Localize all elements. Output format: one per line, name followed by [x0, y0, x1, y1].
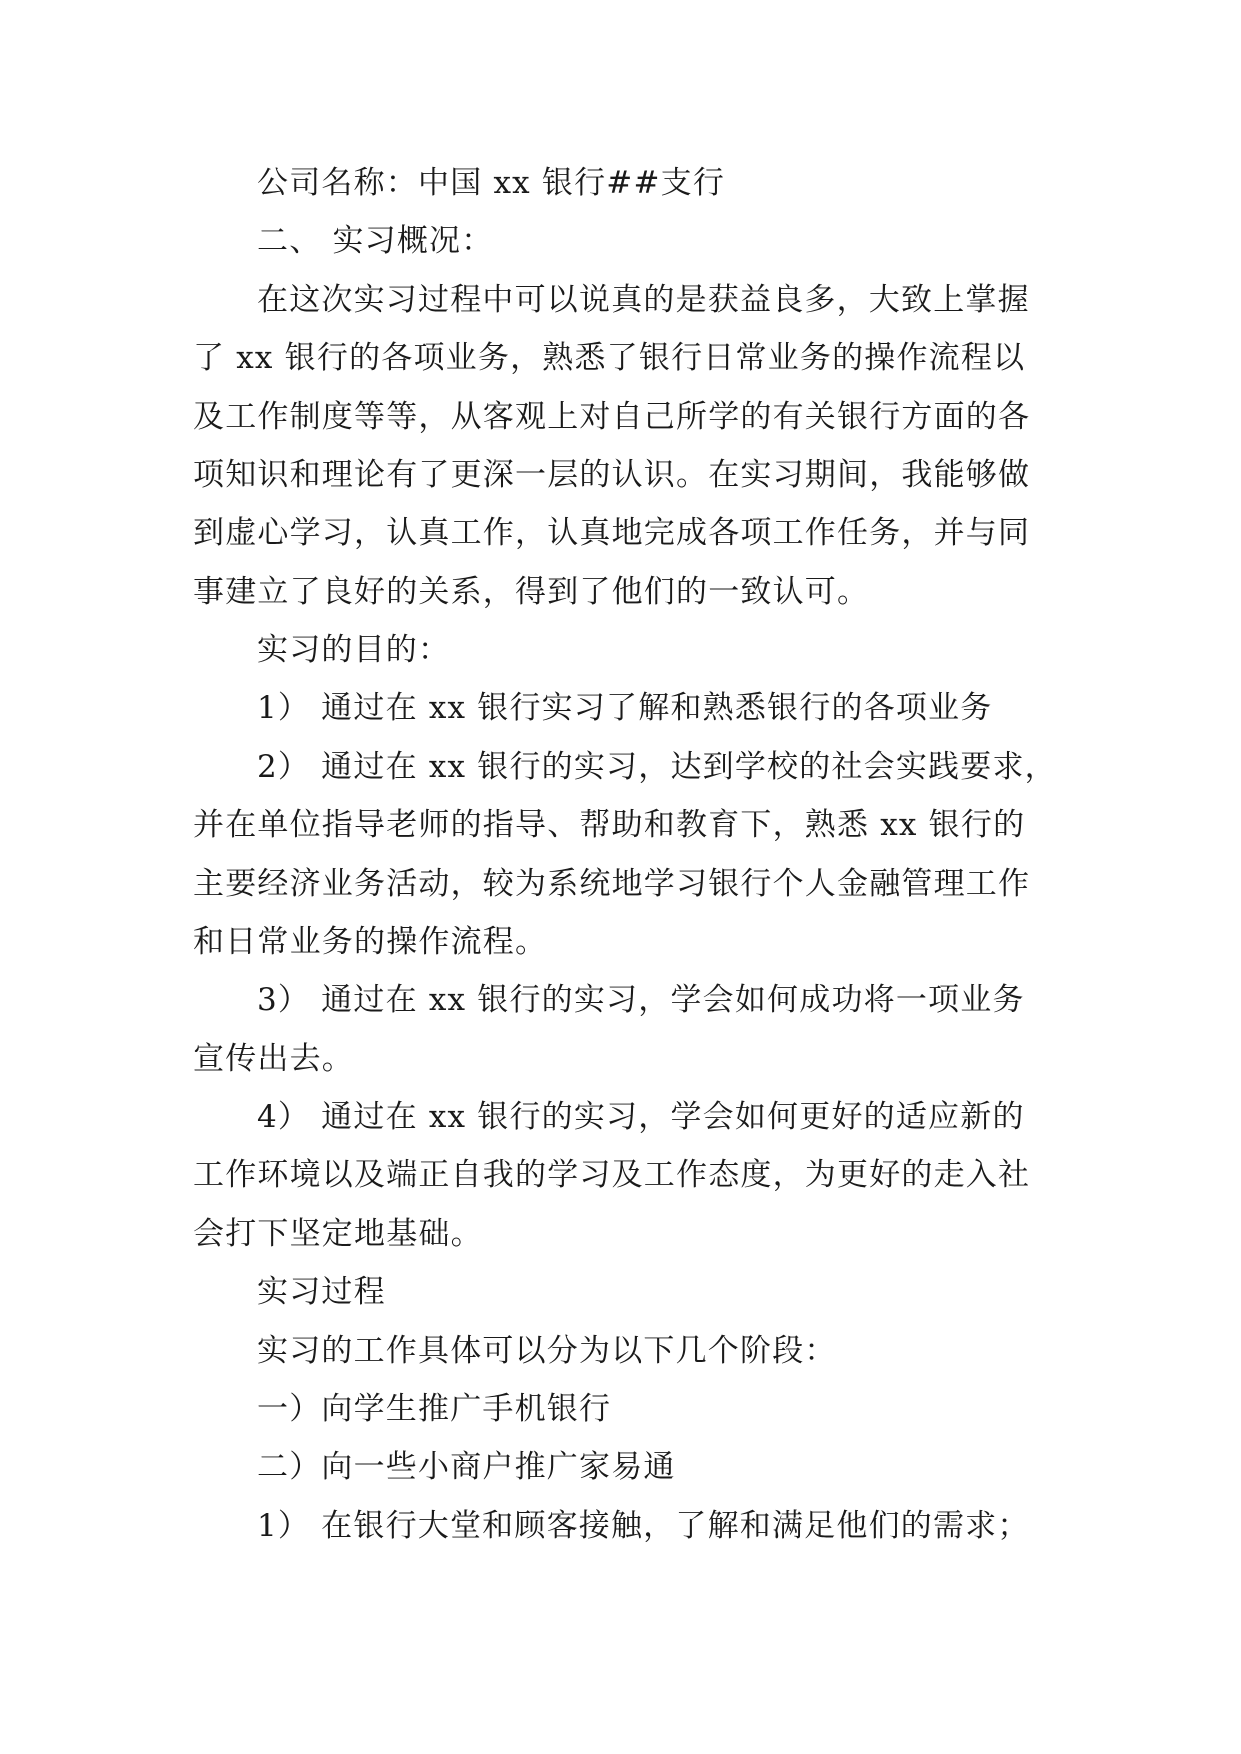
paragraph-line: 和日常业务的操作流程。 [193, 924, 548, 960]
paragraph-line: 到虚心学习，认真工作，认真地完成各项工作任务，并与同 [193, 515, 1031, 551]
paragraph-line: 并在单位指导老师的指导、帮助和教育下，熟悉 xx 银行的 [193, 807, 1026, 843]
company-name-line: 公司名称：中国 xx 银行##支行 [257, 165, 726, 201]
subheading-internship-purpose: 实习的目的： [257, 632, 451, 668]
subheading-internship-process: 实习过程 [257, 1274, 386, 1310]
list-item: 3） 通过在 xx 银行的实习，学会如何成功将一项业务 [257, 982, 1025, 1018]
paragraph-line: 了 xx 银行的各项业务，熟悉了银行日常业务的操作流程以 [193, 340, 1026, 376]
paragraph-line: 宣传出去。 [193, 1041, 354, 1077]
paragraph-line: 工作环境以及端正自我的学习及工作态度，为更好的走入社 [193, 1157, 1031, 1193]
list-item: 1） 通过在 xx 银行实习了解和熟悉银行的各项业务 [257, 690, 993, 726]
paragraph-line: 在这次实习过程中可以说真的是获益良多，大致上掌握 [257, 282, 1030, 318]
list-item: 一）向学生推广手机银行 [257, 1391, 612, 1427]
list-item: 2） 通过在 xx 银行的实习，达到学校的社会实践要求， [257, 749, 1057, 785]
paragraph-line: 事建立了良好的关系，得到了他们的一致认可。 [193, 574, 870, 610]
section-heading-internship-overview: 二、 实习概况： [257, 223, 494, 259]
list-item: 二）向一些小商户推广家易通 [257, 1449, 676, 1485]
paragraph-line: 会打下坚定地基础。 [193, 1216, 483, 1252]
list-item: 4） 通过在 xx 银行的实习，学会如何更好的适应新的 [257, 1099, 1025, 1135]
paragraph-line: 实习的工作具体可以分为以下几个阶段： [257, 1333, 837, 1369]
paragraph-line: 主要经济业务活动，较为系统地学习银行个人金融管理工作 [193, 866, 1031, 902]
paragraph-line: 项知识和理论有了更深一层的认识。在实习期间，我能够做 [193, 457, 1031, 493]
paragraph-line: 及工作制度等等，从客观上对自己所学的有关银行方面的各 [193, 399, 1031, 435]
list-item: 1） 在银行大堂和顾客接触，了解和满足他们的需求； [257, 1508, 1030, 1544]
